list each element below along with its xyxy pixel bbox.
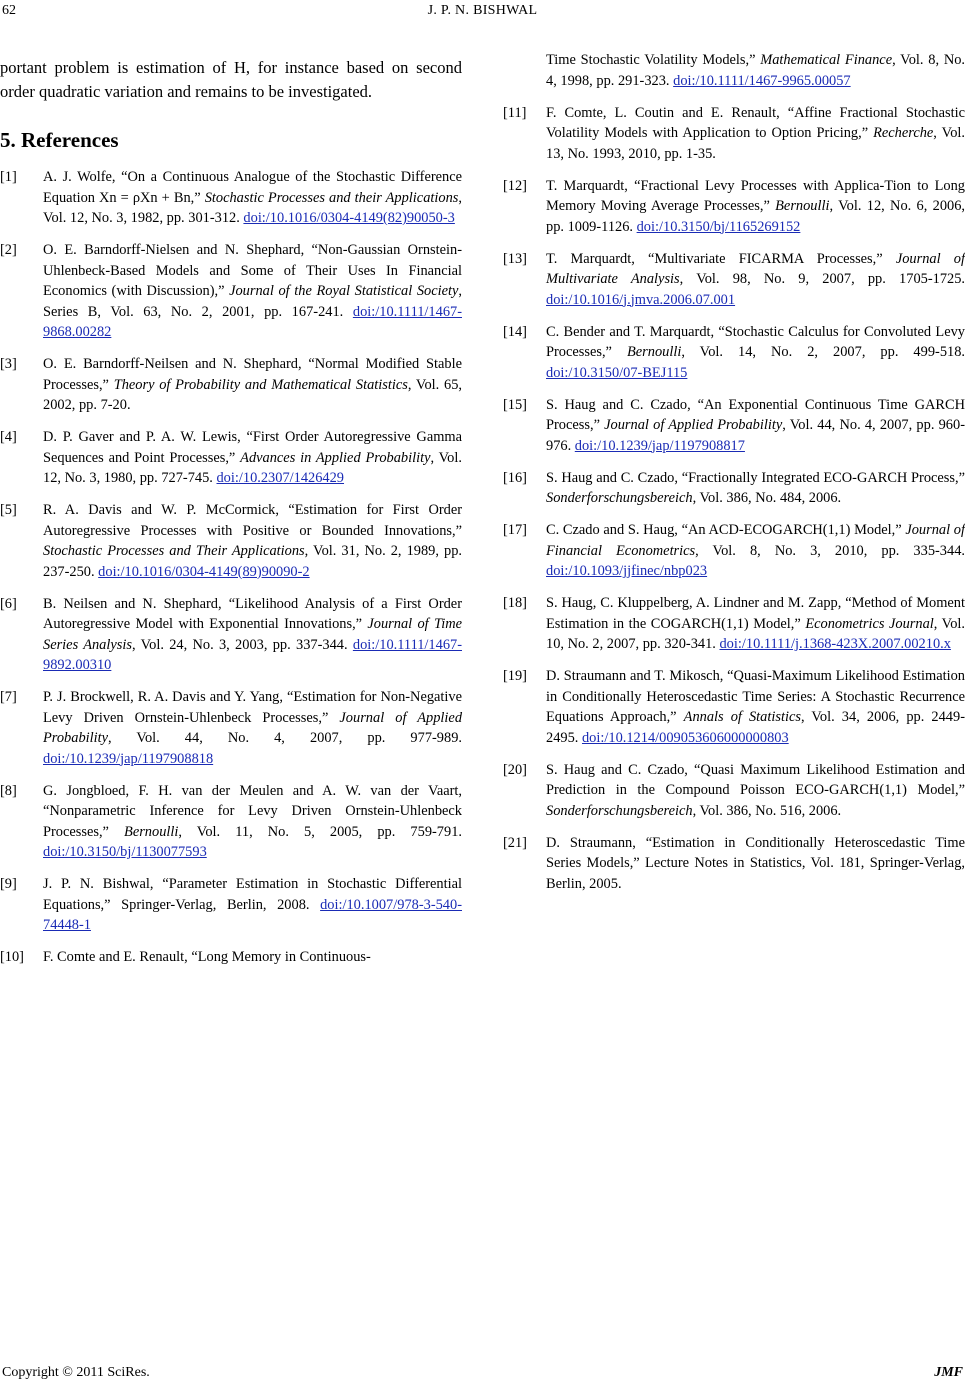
reference-item (0, 240, 462, 343)
reference-journal: Stochastic Processes and their Applications (204, 189, 459, 206)
reference-text: , Vol. 98, No. 9, 2007, pp. 1705-1725. (679, 271, 965, 287)
reference-text: P. J. Brockwell, R. A. Davis and Y. Yang, “Estimation for Non-Negative Levy Driven Ornstein-Uhlenbeck Processes,” (43, 689, 462, 726)
reference-item (0, 167, 462, 229)
doi-link[interactable]: doi:/10.1239/jap/1197908818 (43, 750, 214, 767)
reference-item (503, 593, 965, 655)
reference-item (0, 874, 462, 936)
reference-number: [10] (0, 949, 24, 965)
reference-text: S. Haug, C. Kluppelberg, A. Lindner and M. Zapp, “Method of Moment Estimation in the COGARCH(1,1) Model,” (546, 595, 965, 632)
reference-number: [13] (503, 250, 527, 267)
doi-link[interactable]: doi:/10.1007/978-3-540-74448-1 (43, 896, 462, 933)
reference-number: [3] (0, 356, 17, 372)
reference-number: [21] (503, 834, 527, 851)
reference-text: O. E. Barndorff-Nielsen and N. Shephard, “Non-Gaussian Ornstein-Uhlenbeck-Based Models and Some of Their Uses In Financial Economics (with Discussion),” (43, 242, 462, 299)
reference-item (503, 249, 965, 311)
reference-text: T. Marquardt, “Fractional Levy Processes with Applica-Tion to Long Memory Moving Average Processes,” (546, 177, 965, 214)
reference-journal: Mathematical Finance (760, 52, 893, 68)
doi-link[interactable]: doi:/10.1239/jap/1197908817 (574, 437, 745, 454)
section-title: 5. References (0, 128, 119, 152)
reference-number: [19] (503, 668, 527, 684)
reference-text: , Vol. 12, No. 6, 2006, pp. 1009-1126. (546, 198, 965, 235)
reference-journal: Journal of Multivariate Analysis (546, 250, 965, 287)
reference-text: , Vol. 13, No. 1993, 2010, pp. 1-35. (546, 125, 965, 162)
reference-item (0, 500, 462, 582)
doi-link[interactable]: doi:/10.1016/0304-4149(89)90090-2 (98, 563, 310, 580)
reference-text: S. Haug and C. Czado, “Quasi Maximum Likelihood Estimation and Prediction in the Compound Poisson ECO-GARCH(1,1) Model,” (546, 761, 965, 798)
reference-item (503, 760, 965, 822)
reference-text: Time Stochastic Volatility Models,” (546, 52, 761, 68)
page-number: 62 (2, 3, 16, 18)
reference-text: C. Bender and T. Marquardt, “Stochastic Calculus for Convoluted Levy Processes,” (546, 323, 965, 360)
journal-abbrev: JMF (934, 1365, 963, 1380)
reference-text: D. Straumann and T. Mikosch, “Quasi-Maximum Likelihood Estimation in Conditionally Heteroscedastic Time Series: A Stochastic Recurrence Equations Approach,” (546, 668, 965, 725)
reference-number: [6] (0, 595, 17, 612)
reference-journal: Theory of Probability and Mathematical Statistics (113, 376, 408, 393)
doi-link[interactable]: doi:/10.3150/bj/1130077593 (43, 844, 207, 860)
reference-number: [2] (0, 242, 17, 258)
reference-text: D. Straumann, “Estimation in Conditionally Heteroscedastic Time Series Models,” Lecture Notes in Statistics, Vol. 181, Springer-Verlag, Berlin, 2005. (546, 834, 965, 892)
reference-text: D. P. Gaver and P. A. W. Lewis, “First Order Autoregressive Gamma Sequences and Point Processes,” (43, 429, 462, 466)
reference-text: O. E. Barndorff-Neilsen and N. Shephard, “Normal Modified Stable Processes,” (43, 356, 462, 393)
reference-text: R. A. Davis and W. P. McCormick, “Estimation for First Order Autoregressive Processes with Positive or Bounded Innovations,” (43, 502, 462, 539)
reference-text: , Vol. 65, 2002, pp. 7-20. (43, 376, 462, 413)
reference-journal: Journal of Financial Econometrics (546, 522, 965, 559)
doi-link[interactable]: doi:/10.1093/jjfinec/nbp023 (546, 563, 708, 579)
reference-number: [8] (0, 782, 17, 799)
running-head: J. P. N. BISHWAL (427, 3, 538, 18)
reference-journal: Journal of Applied Probability (43, 709, 463, 746)
page-header (0, 3, 965, 23)
reference-journal: Annals of Statistics (683, 709, 801, 725)
reference-number: [11] (503, 104, 527, 121)
reference-journal: Advances in Applied Probability (240, 449, 431, 466)
reference-text: , Vol. 31, No. 2, 1989, pp. 237-250. (43, 543, 462, 580)
reference-text: , Vol. 44, No. 4, 2007, pp. 960-976. (546, 417, 965, 454)
reference-number: [1] (0, 169, 17, 185)
reference-10-continuation (503, 50, 965, 91)
reference-item (503, 468, 965, 509)
doi-link[interactable]: doi:/10.1214/009053606000000803 (581, 729, 789, 746)
reference-text: , Vol. 8, No. 4, 1998, pp. 291-323. (546, 52, 965, 89)
reference-number: [14] (503, 323, 527, 340)
reference-text: , Vol. 24, No. 3, 2003, pp. 337-344. (131, 636, 353, 653)
doi-link[interactable]: doi:/10.3150/07-BEJ115 (546, 364, 688, 381)
reference-text: , Vol. 10, No. 2, 2007, pp. 320-341. (546, 615, 965, 652)
doi-link[interactable]: doi:/10.3150/bj/1165269152 (636, 218, 801, 235)
reference-text: , Series B, Vol. 63, No. 2, 2001, pp. 167-241. (43, 283, 462, 320)
doi-link[interactable]: doi:/10.2307/1426429 (216, 470, 345, 486)
reference-item (503, 322, 965, 384)
reference-number: [7] (0, 689, 17, 705)
reference-list-left (0, 167, 462, 968)
reference-item (0, 354, 462, 416)
reference-text: , Vol. 11, No. 5, 2005, pp. 759-791. (178, 823, 462, 840)
reference-number: [17] (503, 522, 527, 538)
reference-text: , Vol. 44, No. 4, 2007, pp. 977-989. (108, 730, 462, 746)
reference-item (503, 103, 965, 165)
reference-journal: Journal of the Royal Statistical Society (229, 283, 459, 299)
reference-text: , Vol. 386, No. 516, 2006. (692, 802, 842, 819)
copyright-notice: Copyright © 2011 SciRes. (2, 1365, 150, 1380)
reference-text: , Vol. 386, No. 484, 2006. (692, 490, 842, 506)
reference-item (503, 833, 965, 895)
reference-text: S. Haug and C. Czado, “Fractionally Integrated ECO-GARCH Process,” (546, 469, 965, 486)
doi-link[interactable]: doi:/10.1111/1467-9892.00310 (43, 636, 462, 673)
reference-text: S. Haug and C. Czado, “An Exponential Continuous Time GARCH Process,” (546, 396, 965, 433)
reference-journal: Sonderforschungsbereich (546, 802, 693, 819)
reference-number: [4] (0, 429, 17, 445)
reference-text: B. Neilsen and N. Shephard, “Likelihood Analysis of a First Order Autoregressive Model with Exponential Innovations,” (43, 595, 462, 632)
doi-link[interactable]: doi:/10.1016/j.jmva.2006.07.001 (546, 291, 736, 308)
reference-number: [5] (0, 502, 17, 518)
reference-journal: Journal of Applied Probability (604, 417, 783, 433)
reference-item (0, 687, 462, 769)
reference-item (503, 395, 965, 457)
reference-item (503, 176, 965, 238)
right-column (503, 50, 965, 906)
reference-number: [15] (503, 396, 527, 413)
reference-journal: Journal of Time Series Analysis (43, 616, 462, 653)
reference-text: F. Comte, L. Coutin and E. Renault, “Affine Fractional Stochastic Volatility Models with Application to Option Pricing,” (546, 104, 965, 141)
reference-number: [9] (0, 876, 17, 892)
doi-link[interactable]: doi:/10.1016/0304-4149(82)90050-3 (243, 210, 455, 226)
intro-paragraph: portant problem is estimation of H, for instance based on second order quadratic variation and remains to be investigated. (0, 58, 462, 101)
reference-text: , Vol. 12, No. 3, 1982, pp. 301-312. (43, 189, 462, 226)
reference-item (0, 594, 462, 676)
reference-journal: Recherche (873, 125, 934, 141)
reference-item (0, 781, 462, 863)
reference-text: , Vol. 34, 2006, pp. 2449-2495. (546, 709, 965, 746)
reference-item (503, 520, 965, 582)
reference-journal: Bernoulli (124, 823, 179, 840)
reference-list-right (503, 103, 965, 895)
doi-link[interactable]: doi:/10.1111/j.1368-423X.2007.00210.x (719, 636, 951, 652)
reference-journal: Bernoulli (626, 344, 682, 360)
reference-text: A. J. Wolfe, “On a Continuous Analogue of the Stochastic Difference Equation Xn = ρXn + Bn,” (43, 169, 462, 206)
reference-number: [12] (503, 177, 527, 194)
reference-text: , Vol. 8, No. 3, 2010, pp. 335-344. (695, 542, 965, 559)
reference-journal: Stochastic Processes and Their Applications (43, 543, 305, 559)
reference-text: , Vol. 14, No. 2, 2007, pp. 499-518. (681, 344, 965, 360)
reference-item (0, 427, 462, 489)
left-column (0, 56, 462, 979)
reference-journal: Bernoulli (775, 198, 830, 214)
reference-text: C. Czado and S. Haug, “An ACD-ECOGARCH(1,1) Model,” (546, 522, 906, 538)
reference-number: [16] (503, 469, 527, 486)
reference-item (0, 947, 462, 968)
reference-number: [20] (503, 761, 527, 778)
reference-text: T. Marquardt, “Multivariate FICARMA Processes,” (546, 250, 896, 267)
reference-text: G. Jongbloed, F. H. van der Meulen and A. W. van der Vaart, “Nonparametric Inference for Levy Driven Ornstein-Uhlenbeck Processes,” (43, 782, 462, 840)
reference-text: J. P. N. Bishwal, “Parameter Estimation in Stochastic Differential Equations,” Springer-Verlag, Berlin, 2008. (43, 876, 462, 913)
reference-item (503, 666, 965, 748)
reference-number: [18] (503, 595, 527, 611)
reference-text: , Vol. 12, No. 3, 1980, pp. 727-745. (43, 449, 462, 486)
doi-link[interactable]: doi:/10.1111/1467-9868.00282 (43, 303, 462, 340)
reference-text: F. Comte and E. Renault, “Long Memory in Continuous- (43, 949, 371, 965)
reference-journal: Econometrics Journal (805, 615, 934, 632)
doi-link[interactable]: doi:/10.1111/1467-9965.00057 (673, 72, 851, 89)
reference-journal: Sonderforschungsbereich (546, 490, 693, 506)
